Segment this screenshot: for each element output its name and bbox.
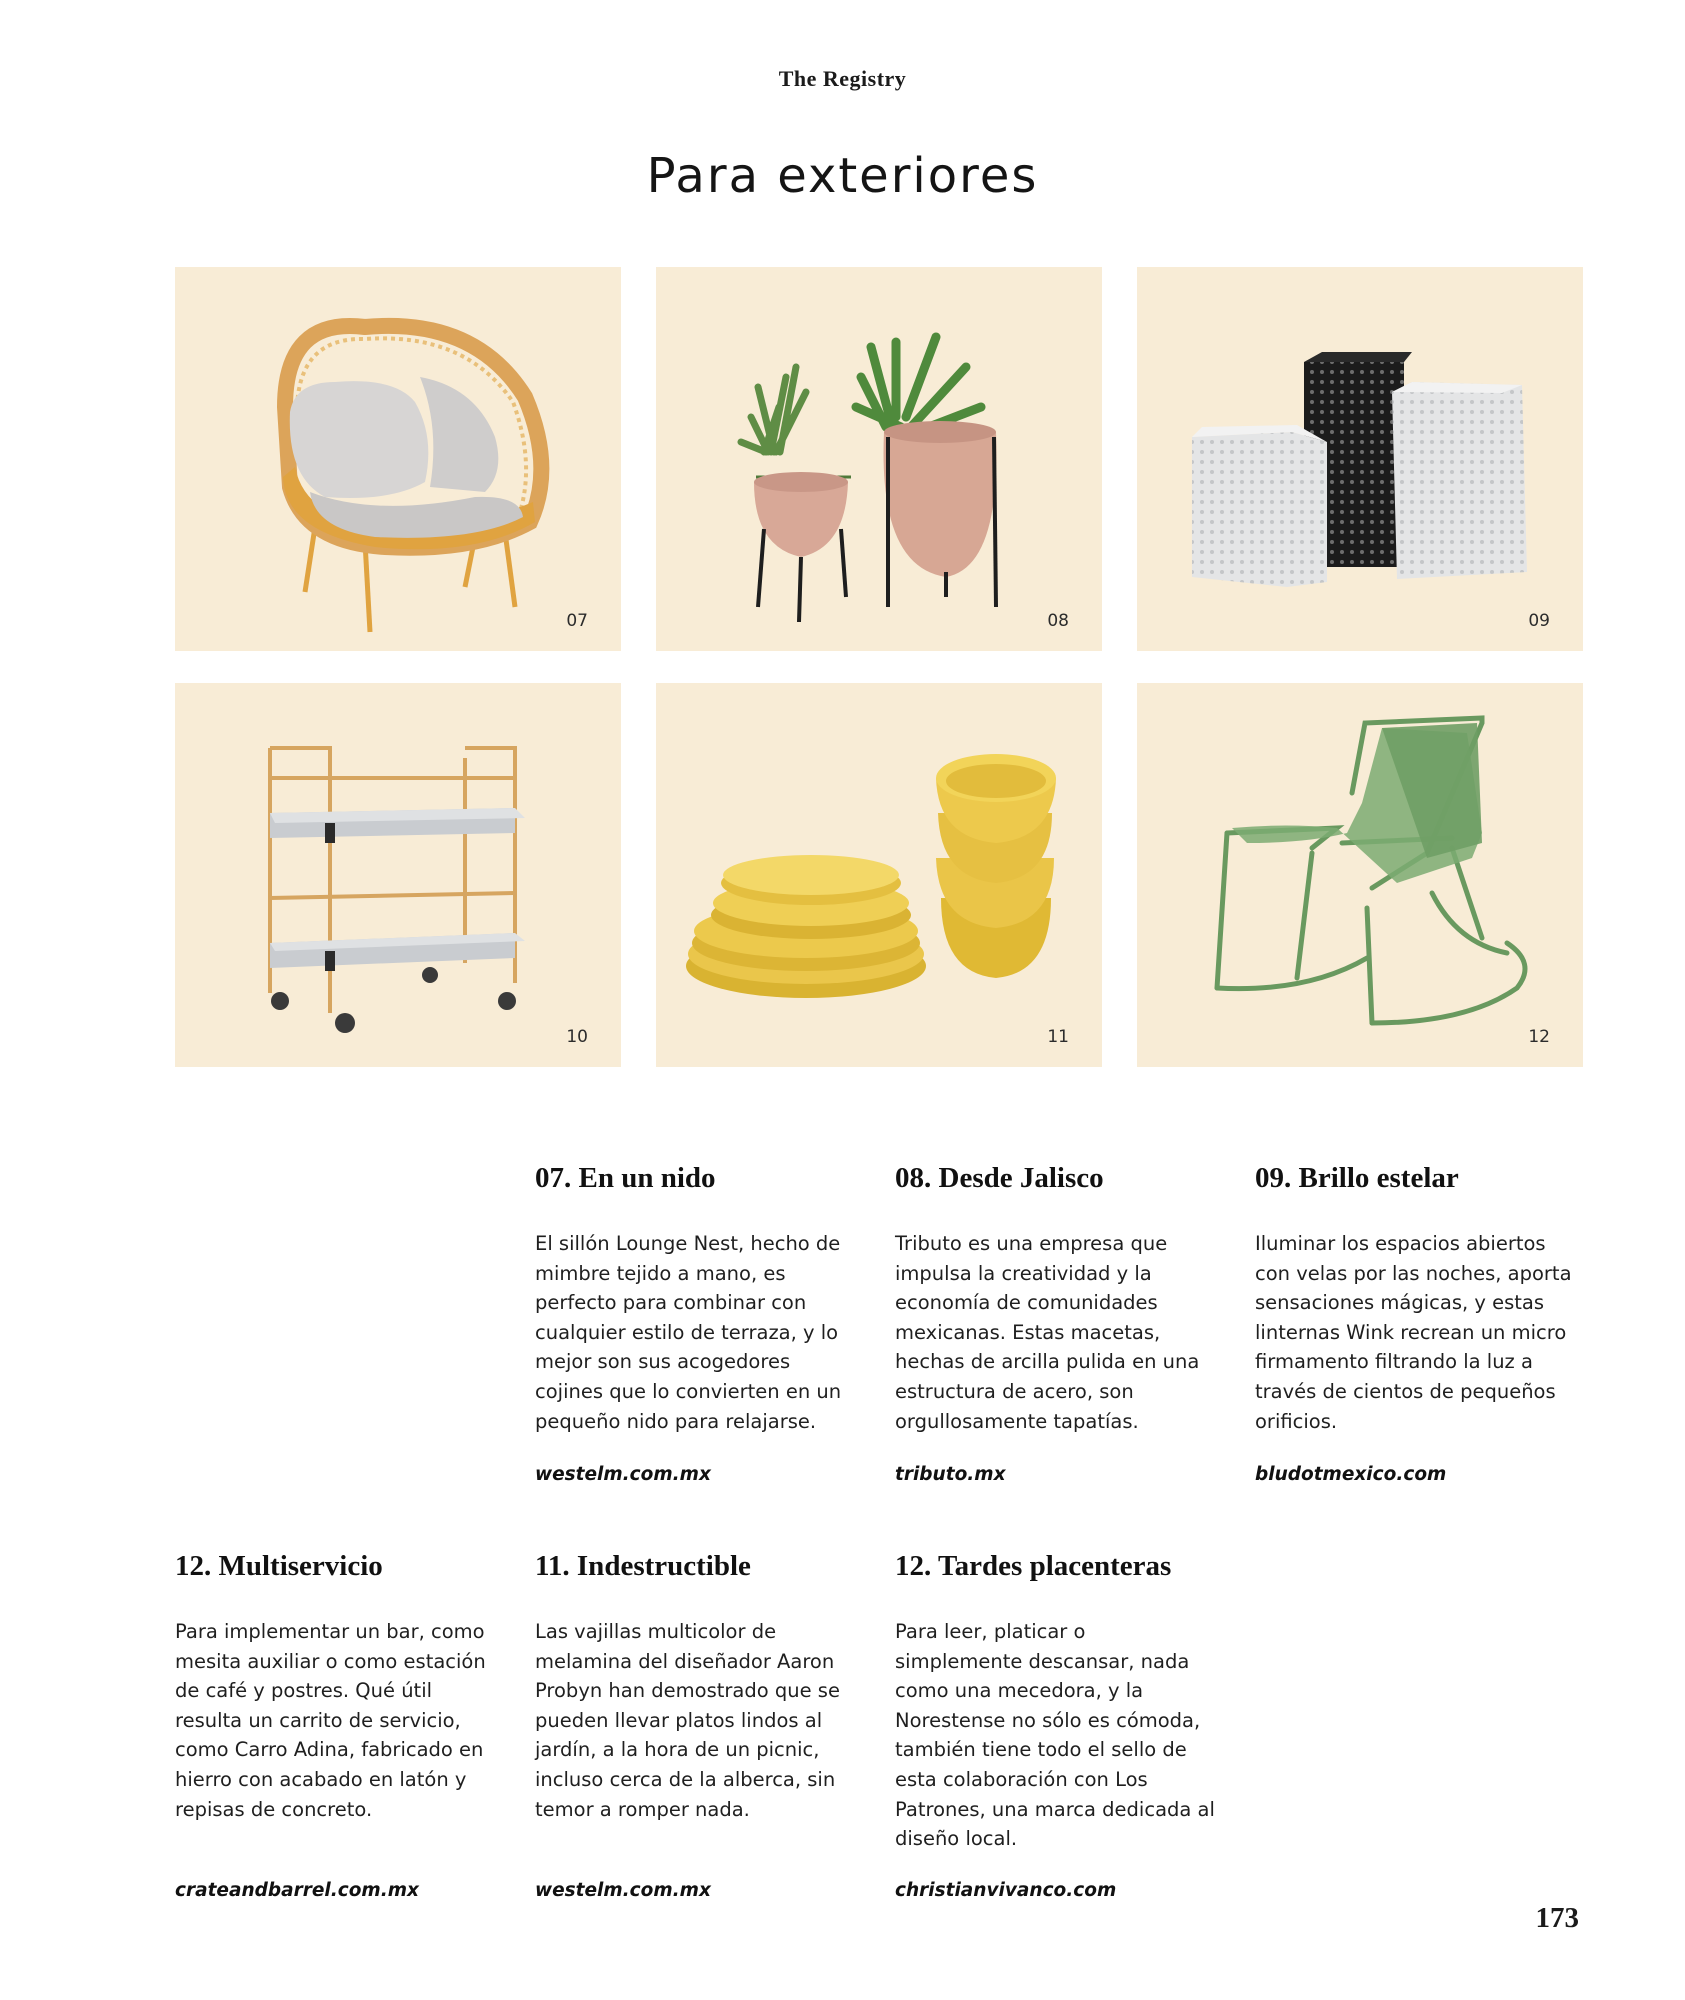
product-body: Tributo es una empresa que impulsa la creatividad y la economía de comunidades mexicanas. Estas macetas, hechas de arcilla pulida en una estructura de acero, son orgullosamente tapatías. <box>895 1232 1200 1433</box>
product-title: 12. Multiservicio <box>175 1550 383 1582</box>
product-description-10 <box>175 1550 495 1920</box>
tile-number: 08 <box>1047 611 1069 631</box>
product-title: 12. Tardes placenteras <box>895 1550 1172 1582</box>
product-link[interactable]: westelm.com.mx <box>535 1880 711 1901</box>
product-title: 09. Brillo estelar <box>1255 1162 1459 1194</box>
product-title: 07. En un nido <box>535 1162 716 1194</box>
product-tile-08[interactable] <box>656 267 1102 651</box>
tile-number: 11 <box>1047 1027 1069 1047</box>
bar-cart-icon <box>175 683 621 1067</box>
lanterns-icon <box>1137 267 1583 651</box>
product-body: Las vajillas multicolor de melamina del diseñador Aaron Probyn han demostrado que se pueden llevar platos lindos al jardín, a la hora de un picnic, incluso cerca de la alberca, sin temor a romper nada. <box>535 1620 840 1821</box>
page-title: Para exteriores <box>646 148 1039 204</box>
product-tile-10[interactable] <box>175 683 621 1067</box>
product-link[interactable]: bludotmexico.com <box>1255 1464 1447 1485</box>
product-tile-07[interactable] <box>175 267 621 651</box>
product-body: Para leer, platicar o simplemente descansar, nada como una mecedora, y la Norestense no sólo es cómoda, también tiene todo el sello de esta colaboración con Los Patrones, una marca dedicada al diseño local. <box>895 1620 1215 1851</box>
product-link[interactable]: crateandbarrel.com.mx <box>175 1880 419 1901</box>
product-body: Para implementar un bar, como mesita auxiliar o como estación de café y postres. Qué útil resulta un carrito de servicio, como Carro Adina, fabricado en hierro con acabado en latón y repisas de concreto. <box>175 1620 486 1821</box>
product-description-11 <box>535 1550 855 1920</box>
product-tile-09[interactable] <box>1137 267 1583 651</box>
product-description-12 <box>895 1550 1215 1920</box>
page-number: 173 <box>1535 1902 1579 1934</box>
product-link[interactable]: westelm.com.mx <box>535 1464 711 1485</box>
tile-number: 12 <box>1528 1027 1550 1047</box>
product-title: 11. Indestructible <box>535 1550 751 1582</box>
product-description-09 <box>1255 1162 1575 1502</box>
product-link[interactable]: christianvivanco.com <box>895 1880 1117 1901</box>
tile-number: 07 <box>566 611 588 631</box>
product-link[interactable]: tributo.mx <box>895 1464 1006 1485</box>
section-label: The Registry <box>778 66 907 91</box>
tile-number: 10 <box>566 1027 588 1047</box>
dishware-icon <box>656 683 1102 1067</box>
rocking-chair-icon <box>1137 683 1583 1067</box>
tile-number: 09 <box>1528 611 1550 631</box>
product-tile-12[interactable] <box>1137 683 1583 1067</box>
product-title: 08. Desde Jalisco <box>895 1162 1104 1194</box>
planters-icon <box>656 267 1102 651</box>
product-description-08 <box>895 1162 1215 1502</box>
product-description-07 <box>535 1162 855 1502</box>
lounge-chair-icon <box>175 267 621 651</box>
product-body: Iluminar los espacios abiertos con velas por las noches, aporta sensaciones mágicas, y estas linternas Wink recrean un micro firmamento filtrando la luz a través de cientos de pequeños orificios. <box>1255 1232 1572 1433</box>
product-body: El sillón Lounge Nest, hecho de mimbre tejido a mano, es perfecto para combinar con cualquier estilo de terraza, y lo mejor son sus acogedores cojines que lo convierten en un pequeño nido para relajarse. <box>535 1232 842 1433</box>
product-tile-11[interactable] <box>656 683 1102 1067</box>
